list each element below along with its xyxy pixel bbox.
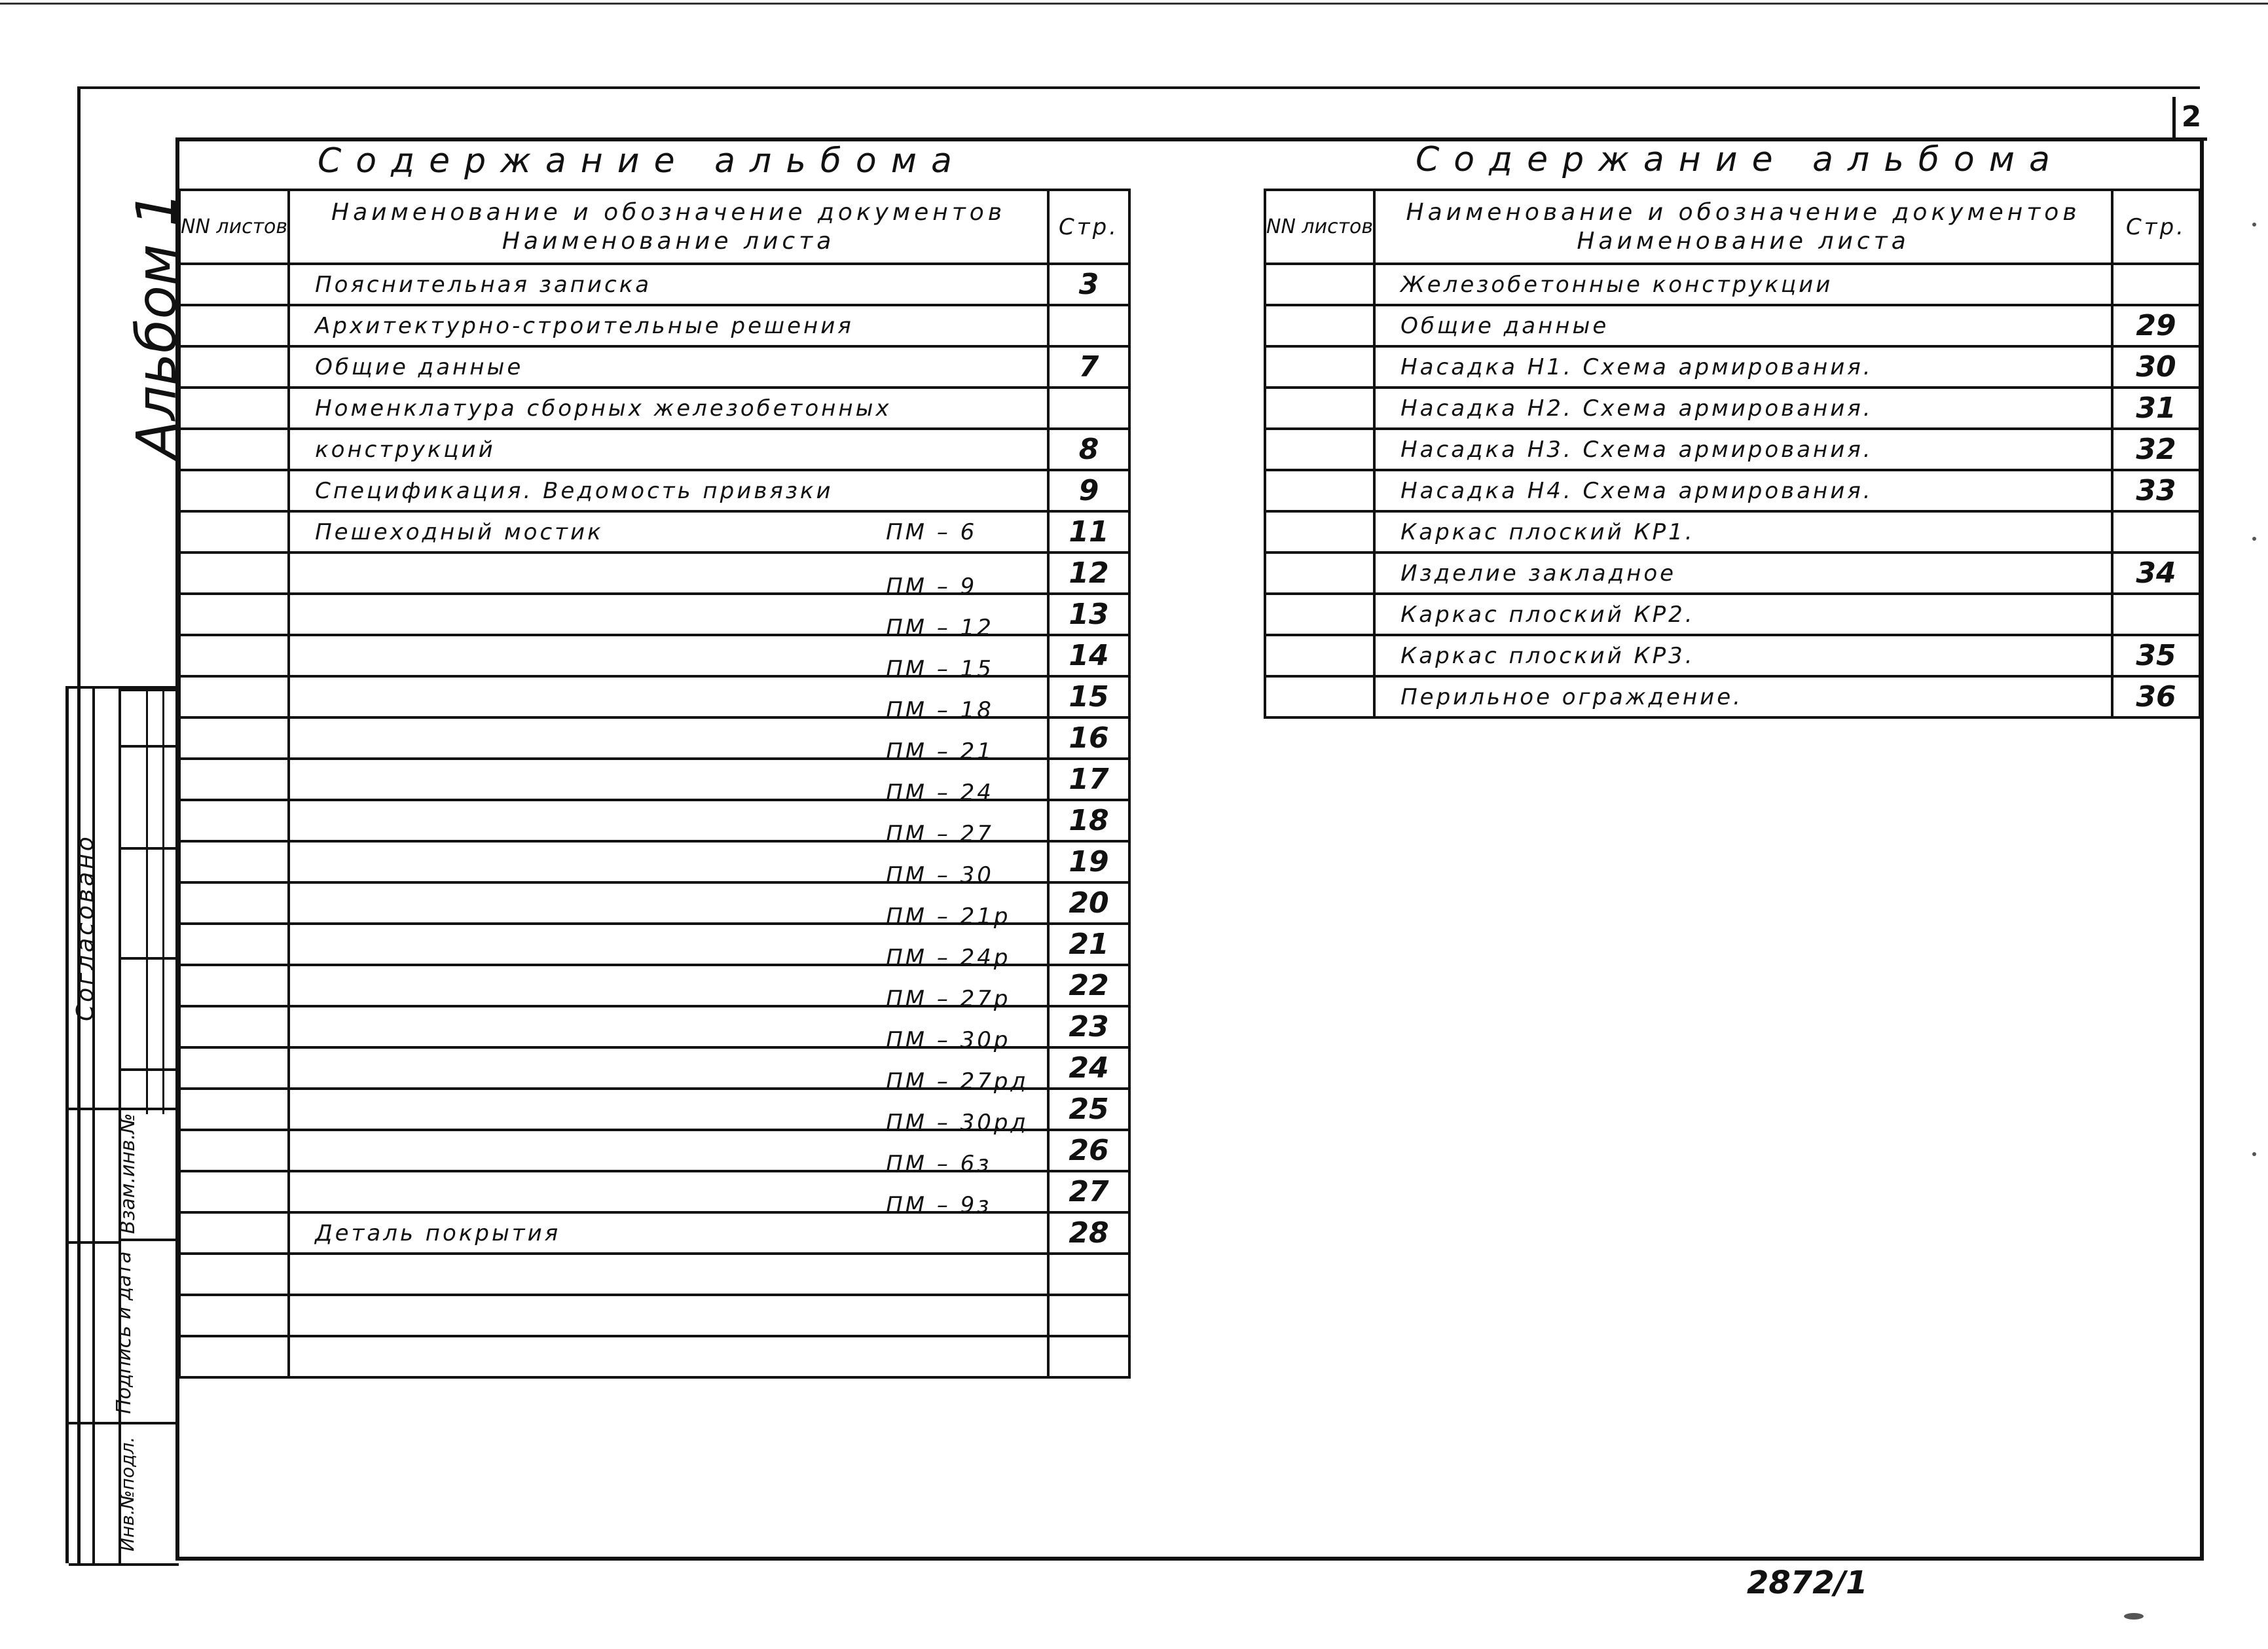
toc-row xyxy=(1265,388,2200,429)
row-page: 27 xyxy=(1048,1171,1129,1212)
left-toc-title: Содержание альбома xyxy=(318,141,966,181)
toc-row xyxy=(1265,264,2200,305)
row-name-cell xyxy=(289,676,1048,723)
row-page xyxy=(2112,594,2200,635)
sign-date-label: Подпись и дата xyxy=(113,1251,136,1414)
album-label: Альбом 1 xyxy=(124,191,189,458)
header-page: Стр. xyxy=(1048,190,1129,264)
toc-row xyxy=(179,511,1129,553)
row-name: Перильное ограждение. xyxy=(1400,683,1743,710)
sheet-number: 2 xyxy=(2172,97,2207,141)
row-num-cell xyxy=(179,429,289,470)
row-name-cell xyxy=(289,759,1048,806)
toc-row xyxy=(1265,305,2200,346)
row-num-cell xyxy=(179,264,289,305)
row-name-cell xyxy=(289,1212,1048,1254)
row-name: Общие данные xyxy=(1400,312,1609,339)
toc-row xyxy=(179,1130,1129,1171)
row-name-cell xyxy=(1374,470,2112,511)
row-page: 36 xyxy=(2112,676,2200,717)
row-num-cell xyxy=(179,1047,289,1089)
toc-row xyxy=(179,924,1129,965)
toc-row xyxy=(179,882,1129,924)
row-name-cell xyxy=(289,1336,1048,1377)
document-number: 2872/1 xyxy=(1747,1565,1868,1601)
row-name-cell xyxy=(1374,511,2112,553)
row-name-cell xyxy=(289,1089,1048,1136)
row-num-cell xyxy=(1265,388,1374,429)
row-page: 7 xyxy=(1048,346,1129,388)
toc-row xyxy=(179,264,1129,305)
row-page: 22 xyxy=(1048,965,1129,1006)
row-name-cell xyxy=(1374,594,2112,635)
row-name-cell xyxy=(1374,635,2112,676)
row-name-cell xyxy=(289,882,1048,930)
row-code: ПМ – 27 xyxy=(886,820,994,847)
toc-row xyxy=(1265,676,2200,717)
row-code: ПМ – 21р xyxy=(886,903,1011,930)
left-toc-header xyxy=(179,190,1129,264)
row-name-cell xyxy=(289,470,1048,511)
row-num-cell xyxy=(179,1295,289,1336)
row-num-cell xyxy=(179,1336,289,1377)
row-code: ПМ – 9 xyxy=(886,573,978,600)
row-name-cell xyxy=(1374,346,2112,388)
row-name-cell xyxy=(1374,264,2112,305)
row-name-cell xyxy=(289,717,1048,765)
row-num-cell xyxy=(179,1254,289,1295)
row-name: Насадка Н1. Схема армирования. xyxy=(1400,353,1873,380)
row-num-cell xyxy=(179,470,289,511)
row-page: 35 xyxy=(2112,635,2200,676)
row-name-cell xyxy=(1374,429,2112,470)
row-page: 34 xyxy=(2112,553,2200,594)
toc-row xyxy=(179,841,1129,882)
toc-row xyxy=(1265,429,2200,470)
row-page xyxy=(1048,388,1129,429)
row-name: Пояснительная записка xyxy=(315,271,652,298)
row-page xyxy=(1048,1295,1129,1336)
row-num-cell xyxy=(179,676,289,717)
toc-row xyxy=(179,1336,1129,1377)
right-toc-table xyxy=(1264,189,2201,719)
row-name: Насадка Н3. Схема армирования. xyxy=(1400,436,1873,463)
row-name: Каркас плоский КР1. xyxy=(1400,518,1695,545)
row-page xyxy=(2112,511,2200,553)
row-num-cell xyxy=(1265,429,1374,470)
row-name-cell xyxy=(289,346,1048,388)
row-code: ПМ – 27р xyxy=(886,985,1011,1012)
row-page: 24 xyxy=(1048,1047,1129,1089)
row-name-cell xyxy=(289,800,1048,847)
agreed-label: Согласовано xyxy=(72,834,99,1021)
toc-row xyxy=(179,388,1129,429)
row-num-cell xyxy=(1265,594,1374,635)
scan-speck xyxy=(2124,1613,2144,1620)
row-page: 33 xyxy=(2112,470,2200,511)
toc-row xyxy=(179,1254,1129,1295)
row-name-cell xyxy=(289,264,1048,305)
row-num-cell xyxy=(1265,676,1374,717)
header-name: Наименование и обозначение документов Наименование листа xyxy=(1374,190,2112,264)
toc-row xyxy=(179,1006,1129,1047)
row-num-cell xyxy=(179,1212,289,1254)
row-code: ПМ – 30 xyxy=(886,861,994,888)
toc-row xyxy=(179,635,1129,676)
row-name-cell xyxy=(289,1254,1048,1295)
row-num-cell xyxy=(179,841,289,882)
row-name: Спецификация. Ведомость привязки xyxy=(315,477,833,504)
row-name-cell xyxy=(1374,553,2112,594)
row-page: 16 xyxy=(1048,717,1129,759)
row-code: ПМ – 6 xyxy=(886,518,978,545)
toc-row xyxy=(1265,346,2200,388)
toc-row xyxy=(1265,553,2200,594)
inv-orig-label: Инв.№подл. xyxy=(117,1436,138,1551)
row-name: Номенклатура сборных железобетонных xyxy=(315,395,892,422)
row-num-cell xyxy=(179,388,289,429)
toc-row xyxy=(179,759,1129,800)
row-page xyxy=(2112,264,2200,305)
row-page: 9 xyxy=(1048,470,1129,511)
scan-speck xyxy=(2252,537,2256,541)
row-code: ПМ – 9з xyxy=(886,1191,992,1218)
row-name: Каркас плоский КР2. xyxy=(1400,601,1695,628)
row-page xyxy=(1048,1254,1129,1295)
row-page: 29 xyxy=(2112,305,2200,346)
row-num-cell xyxy=(1265,553,1374,594)
inv-replace-label: Взам.инв.№ xyxy=(117,1113,139,1234)
toc-row xyxy=(179,800,1129,841)
row-name: Пешеходный мостик xyxy=(315,518,604,545)
row-name-cell xyxy=(289,511,1048,553)
row-name: Каркас плоский КР3. xyxy=(1400,642,1695,669)
row-page: 30 xyxy=(2112,346,2200,388)
row-page: 3 xyxy=(1048,264,1129,305)
row-name-cell xyxy=(1374,305,2112,346)
toc-row xyxy=(179,1212,1129,1254)
row-page: 13 xyxy=(1048,594,1129,635)
toc-row xyxy=(179,1171,1129,1212)
row-num-cell xyxy=(1265,264,1374,305)
row-page: 11 xyxy=(1048,511,1129,553)
scan-speck xyxy=(2252,1152,2256,1156)
row-name-cell xyxy=(289,429,1048,470)
toc-row xyxy=(179,1295,1129,1336)
toc-row xyxy=(1265,635,2200,676)
row-page: 32 xyxy=(2112,429,2200,470)
row-num-cell xyxy=(1265,635,1374,676)
row-page: 26 xyxy=(1048,1130,1129,1171)
row-page xyxy=(1048,305,1129,346)
row-name: Насадка Н2. Схема армирования. xyxy=(1400,395,1873,422)
row-name-cell xyxy=(289,841,1048,888)
row-code: ПМ – 24 xyxy=(886,779,994,806)
toc-row xyxy=(1265,470,2200,511)
row-code: ПМ – 6з xyxy=(886,1150,992,1177)
row-name: Насадка Н4. Схема армирования. xyxy=(1400,477,1873,504)
toc-row xyxy=(1265,594,2200,635)
row-num-cell xyxy=(179,800,289,841)
toc-row xyxy=(179,965,1129,1006)
row-num-cell xyxy=(179,553,289,594)
row-name: Архитектурно-строительные решения xyxy=(315,312,854,339)
row-code: ПМ – 12 xyxy=(886,614,994,641)
toc-row xyxy=(1265,511,2200,553)
row-code: ПМ – 18 xyxy=(886,697,994,723)
row-name-cell xyxy=(289,635,1048,682)
toc-row xyxy=(179,676,1129,717)
row-num-cell xyxy=(179,635,289,676)
row-num-cell xyxy=(1265,470,1374,511)
toc-row xyxy=(179,470,1129,511)
right-toc-header xyxy=(1265,190,2200,264)
row-num-cell xyxy=(1265,346,1374,388)
row-num-cell xyxy=(179,882,289,924)
row-page: 25 xyxy=(1048,1089,1129,1130)
header-name: Наименование и обозначение документов Наименование листа xyxy=(289,190,1048,264)
row-num-cell xyxy=(179,717,289,759)
row-page: 18 xyxy=(1048,800,1129,841)
row-name-cell xyxy=(289,594,1048,641)
row-page: 14 xyxy=(1048,635,1129,676)
left-toc-table xyxy=(178,189,1131,1379)
row-page: 8 xyxy=(1048,429,1129,470)
row-name-cell xyxy=(1374,676,2112,717)
row-num-cell xyxy=(179,1171,289,1212)
toc-row xyxy=(179,594,1129,635)
row-name-cell xyxy=(289,553,1048,600)
row-name: Железобетонные конструкции xyxy=(1400,271,1833,298)
row-page: 20 xyxy=(1048,882,1129,924)
toc-row xyxy=(179,717,1129,759)
row-page: 17 xyxy=(1048,759,1129,800)
row-name-cell xyxy=(289,924,1048,971)
toc-row xyxy=(179,429,1129,470)
row-num-cell xyxy=(179,759,289,800)
row-name-cell xyxy=(289,1130,1048,1177)
toc-row xyxy=(179,346,1129,388)
row-name-cell xyxy=(289,1006,1048,1053)
row-name-cell xyxy=(289,1295,1048,1336)
row-num-cell xyxy=(179,1089,289,1130)
row-page: 15 xyxy=(1048,676,1129,717)
row-num-cell xyxy=(179,1130,289,1171)
row-name-cell xyxy=(289,388,1048,429)
row-name: Деталь покрытия xyxy=(315,1220,561,1246)
row-page: 21 xyxy=(1048,924,1129,965)
right-toc-title: Содержание альбома xyxy=(1416,140,2064,179)
row-code: ПМ – 21 xyxy=(886,738,994,765)
header-num: NN листов xyxy=(1265,190,1374,264)
row-code: ПМ – 30рд xyxy=(886,1109,1029,1136)
row-page: 19 xyxy=(1048,841,1129,882)
row-page: 23 xyxy=(1048,1006,1129,1047)
scan-speck xyxy=(2252,223,2256,227)
row-name-cell xyxy=(289,1171,1048,1218)
row-num-cell xyxy=(179,1006,289,1047)
row-num-cell xyxy=(179,594,289,635)
sheet-top-edge xyxy=(0,3,2268,5)
row-num-cell xyxy=(179,305,289,346)
row-num-cell xyxy=(179,511,289,553)
row-page xyxy=(1048,1336,1129,1377)
row-page: 31 xyxy=(2112,388,2200,429)
row-name-cell xyxy=(289,1047,1048,1095)
toc-row xyxy=(179,305,1129,346)
row-code: ПМ – 15 xyxy=(886,655,994,682)
row-name-cell xyxy=(289,965,1048,1012)
toc-row xyxy=(179,1047,1129,1089)
toc-row xyxy=(179,1089,1129,1130)
row-num-cell xyxy=(1265,305,1374,346)
row-num-cell xyxy=(179,346,289,388)
row-name: конструкций xyxy=(315,436,496,463)
row-num-cell xyxy=(1265,511,1374,553)
row-num-cell xyxy=(179,965,289,1006)
row-page: 28 xyxy=(1048,1212,1129,1254)
row-name: Общие данные xyxy=(315,353,524,380)
row-name: Изделие закладное xyxy=(1400,560,1677,587)
row-page: 12 xyxy=(1048,553,1129,594)
row-name-cell xyxy=(289,305,1048,346)
header-num: NN листов xyxy=(179,190,289,264)
header-page: Стр. xyxy=(2112,190,2200,264)
row-code: ПМ – 30р xyxy=(886,1026,1011,1053)
row-code: ПМ – 24р xyxy=(886,944,1011,971)
toc-row xyxy=(179,553,1129,594)
row-code: ПМ – 27рд xyxy=(886,1068,1029,1095)
row-num-cell xyxy=(179,924,289,965)
row-name-cell xyxy=(1374,388,2112,429)
